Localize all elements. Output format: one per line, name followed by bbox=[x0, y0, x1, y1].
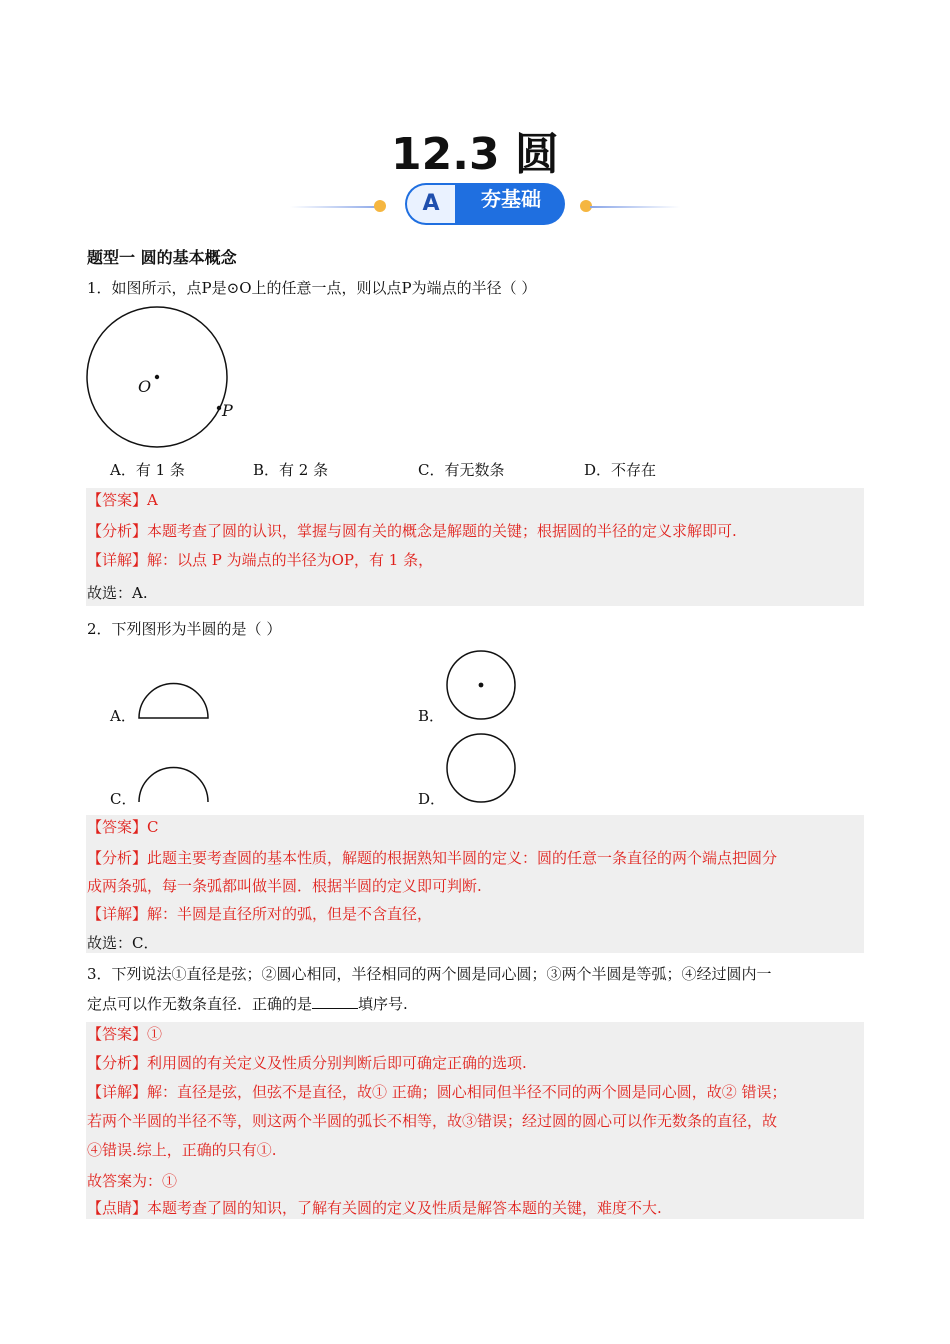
q3-analysis: 【分析】利用圆的有关定义及性质分别判断后即可确定正确的选项. bbox=[87, 1054, 527, 1072]
q2-answer: 【答案】C bbox=[87, 818, 159, 836]
q2-option-c: C． bbox=[110, 790, 137, 808]
q1-point-dot bbox=[217, 406, 221, 410]
q2-option-a: A． bbox=[110, 707, 136, 725]
q1-option-d: D．不存在 bbox=[584, 461, 657, 479]
q3-detail-line3: ④错误.综上，正确的只有①. bbox=[87, 1141, 277, 1159]
q3-detail-line1: 【详解】解：直径是弦，但弦不是直径，故① 正确；圆心相同但半径不同的两个圆是同心圆，故② 错误； bbox=[87, 1083, 787, 1101]
q3-answer-blank bbox=[312, 994, 358, 1009]
q1-answer: 【答案】A bbox=[87, 491, 158, 509]
q2-answer-box bbox=[86, 815, 864, 953]
section-heading: 题型一 圆的基本概念 bbox=[87, 248, 237, 267]
q1-option-b: B．有 2 条 bbox=[253, 461, 329, 479]
banner-line-right bbox=[590, 206, 680, 208]
q3-stem-line1: 3．下列说法①直径是弦；②圆心相同，半径相同的两个圆是同心圆；③两个半圆是等弧；④经过圆内一 bbox=[87, 965, 772, 983]
q1-option-c: C．有无数条 bbox=[418, 461, 505, 479]
q3-detail-line2: 若两个半圆的半径不等，则这两个半圆的弧长不相等，故③错误；经过圆的圆心可以作无数条的直径，故 bbox=[87, 1112, 778, 1130]
q2-analysis-line2: 成两条弧，每一条弧都叫做半圆．根据半圆的定义即可判断. bbox=[87, 877, 482, 895]
q2-circle-d bbox=[447, 734, 515, 802]
banner-dot-left bbox=[374, 200, 386, 212]
q2-circle-b-center bbox=[479, 683, 484, 688]
q2-figure-b-circle-center bbox=[442, 648, 522, 724]
section-banner bbox=[290, 180, 680, 230]
q2-figure-a-semicircle bbox=[134, 680, 214, 722]
q1-analysis: 【分析】本题考查了圆的认识，掌握与圆有关的概念是解题的关键；根据圆的半径的定义求解即可. bbox=[87, 522, 737, 540]
q1-stem: 1．如图所示，点P是⊙O上的任意一点，则以点P为端点的半径（ ） bbox=[87, 279, 537, 297]
q2-analysis-line1: 【分析】此题主要考查圆的基本性质，解题的根据熟知半圆的定义：圆的任意一条直径的两个端点把圆分 bbox=[87, 849, 778, 867]
level-label: 夯基础 bbox=[481, 187, 541, 211]
q2-choose: 故选：C． bbox=[87, 934, 159, 952]
q3-final-answer: 故答案为：① bbox=[87, 1172, 178, 1190]
page-title: 12.3 圆 bbox=[391, 129, 559, 180]
q1-circle-figure bbox=[80, 306, 250, 456]
q3-stem-line2-end: 填序号. bbox=[358, 995, 408, 1013]
q3-answer: 【答案】① bbox=[87, 1025, 163, 1043]
q1-answer-box bbox=[86, 488, 864, 606]
q2-detail: 【详解】解：半圆是直径所对的弧，但是不含直径， bbox=[87, 905, 433, 923]
banner-line-left bbox=[290, 206, 382, 208]
q1-label-o: O bbox=[138, 377, 152, 396]
q3-stem-line2 bbox=[87, 993, 408, 1015]
q2-figure-c-arc bbox=[134, 762, 214, 806]
q3-comment: 【点睛】本题考查了圆的知识，了解有关圆的定义及性质是解答本题的关键，难度不大. bbox=[87, 1199, 662, 1217]
level-letter: A bbox=[407, 185, 455, 223]
level-badge bbox=[405, 183, 565, 225]
q1-option-a: A．有 1 条 bbox=[110, 461, 185, 479]
q3-answer-box bbox=[86, 1022, 864, 1219]
q1-label-p: P bbox=[222, 401, 233, 420]
q1-center-dot bbox=[155, 375, 159, 379]
q2-arc-shape bbox=[139, 768, 208, 803]
q2-stem: 2．下列图形为半圆的是（ ） bbox=[87, 620, 282, 638]
q2-figure-d-circle bbox=[442, 731, 522, 807]
q3-stem-line2-start: 定点可以作无数条直径．正确的是 bbox=[87, 995, 313, 1013]
q2-option-b: B． bbox=[418, 707, 445, 725]
q2-semicircle-shape bbox=[139, 684, 208, 719]
q2-option-d: D． bbox=[418, 790, 446, 808]
q1-choose: 故选：A. bbox=[87, 584, 148, 602]
q1-detail: 【详解】解：以点 P 为端点的半径为OP，有 1 条， bbox=[87, 551, 434, 569]
